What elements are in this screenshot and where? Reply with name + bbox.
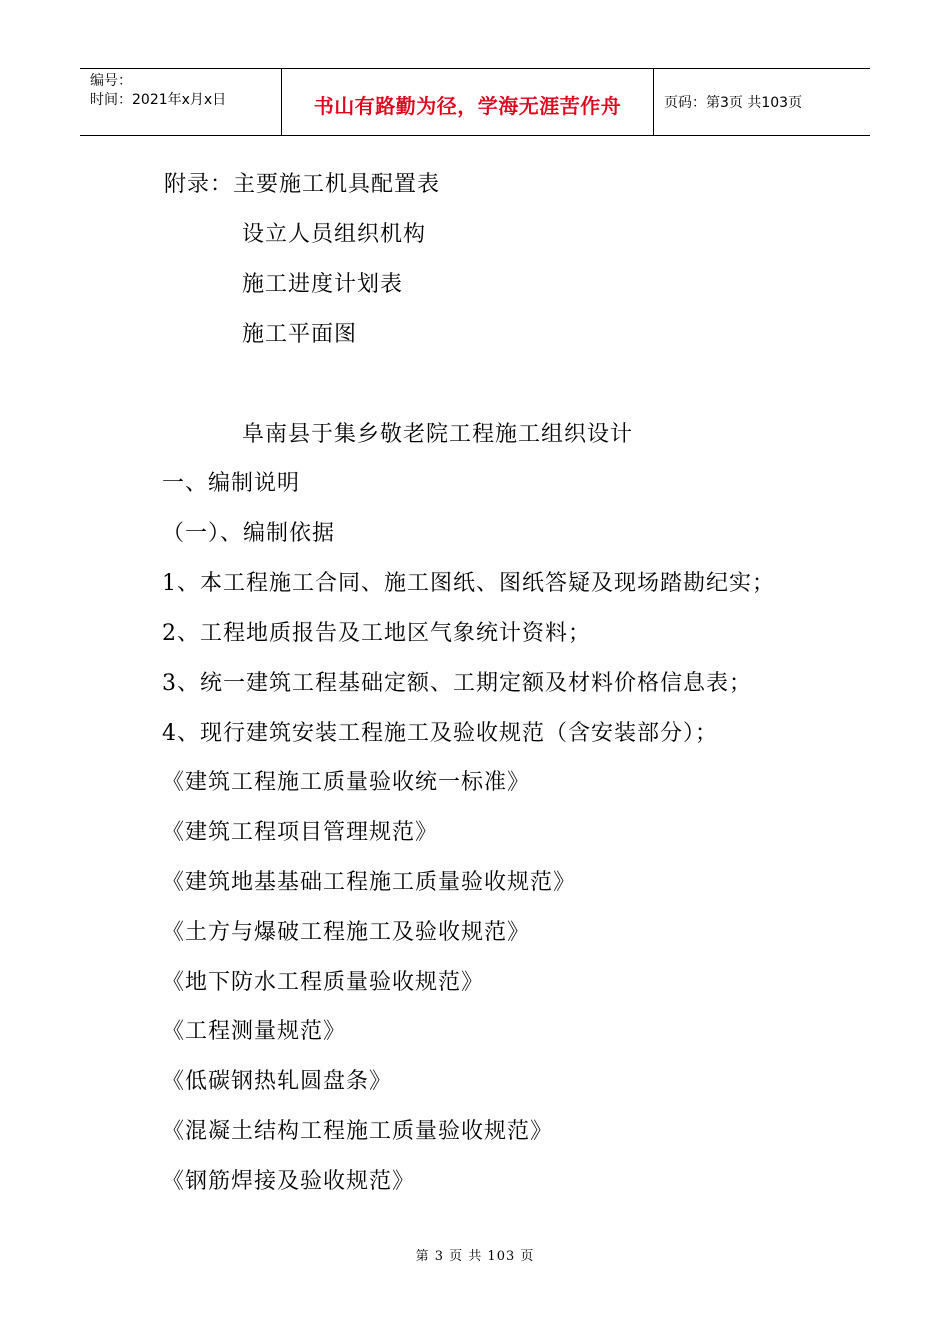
subsection-heading: （一）、编制依据 <box>162 521 336 546</box>
appendix-item: 施工平面图 <box>242 322 358 347</box>
document-title: 阜南县于集乡敬老院工程施工组织设计 <box>242 422 634 447</box>
standard-item: 《建筑工程施工质量验收统一标准》 <box>162 770 531 795</box>
header-motto-cell <box>282 69 654 135</box>
standard-item: 《地下防水工程质量验收规范》 <box>162 970 485 995</box>
basis-item: 1、本工程施工合同、施工图纸、图纸答疑及现场踏勘纪实； <box>162 571 775 596</box>
basis-item: 4、现行建筑安装工程施工及验收规范（含安装部分）； <box>162 721 718 746</box>
appendix-label: 附录：主要施工机具配置表 <box>164 172 441 197</box>
standard-item: 《土方与爆破工程施工及验收规范》 <box>162 920 531 945</box>
document-number-label: 编号： <box>90 73 132 89</box>
header-meta-cell <box>80 69 282 135</box>
standard-item: 《建筑工程项目管理规范》 <box>162 820 439 845</box>
section-heading: 一、编制说明 <box>162 471 301 496</box>
header-motto: 书山有路勤为径，学海无涯苦作舟 <box>313 94 622 118</box>
header-page-info: 页码：第3页 共103页 <box>664 95 803 111</box>
page-footer: 第 3 页 共 103 页 <box>415 1249 535 1264</box>
standard-item: 《混凝土结构工程施工质量验收规范》 <box>162 1119 554 1144</box>
basis-item: 2、工程地质报告及工地区气象统计资料； <box>162 621 591 646</box>
basis-item: 3、统一建筑工程基础定额、工期定额及材料价格信息表； <box>162 671 752 696</box>
appendix-item: 施工进度计划表 <box>242 272 404 297</box>
header-page-cell <box>654 69 870 135</box>
page-header <box>80 68 870 136</box>
standard-item: 《工程测量规范》 <box>162 1019 347 1044</box>
standard-item: 《低碳钢热轧圆盘条》 <box>162 1069 393 1094</box>
standard-item: 《建筑地基基础工程施工质量验收规范》 <box>162 870 577 895</box>
document-time-label: 时间：2021年x月x日 <box>90 92 227 108</box>
appendix-item: 设立人员组织机构 <box>242 222 427 247</box>
standard-item: 《钢筋焊接及验收规范》 <box>162 1169 416 1194</box>
